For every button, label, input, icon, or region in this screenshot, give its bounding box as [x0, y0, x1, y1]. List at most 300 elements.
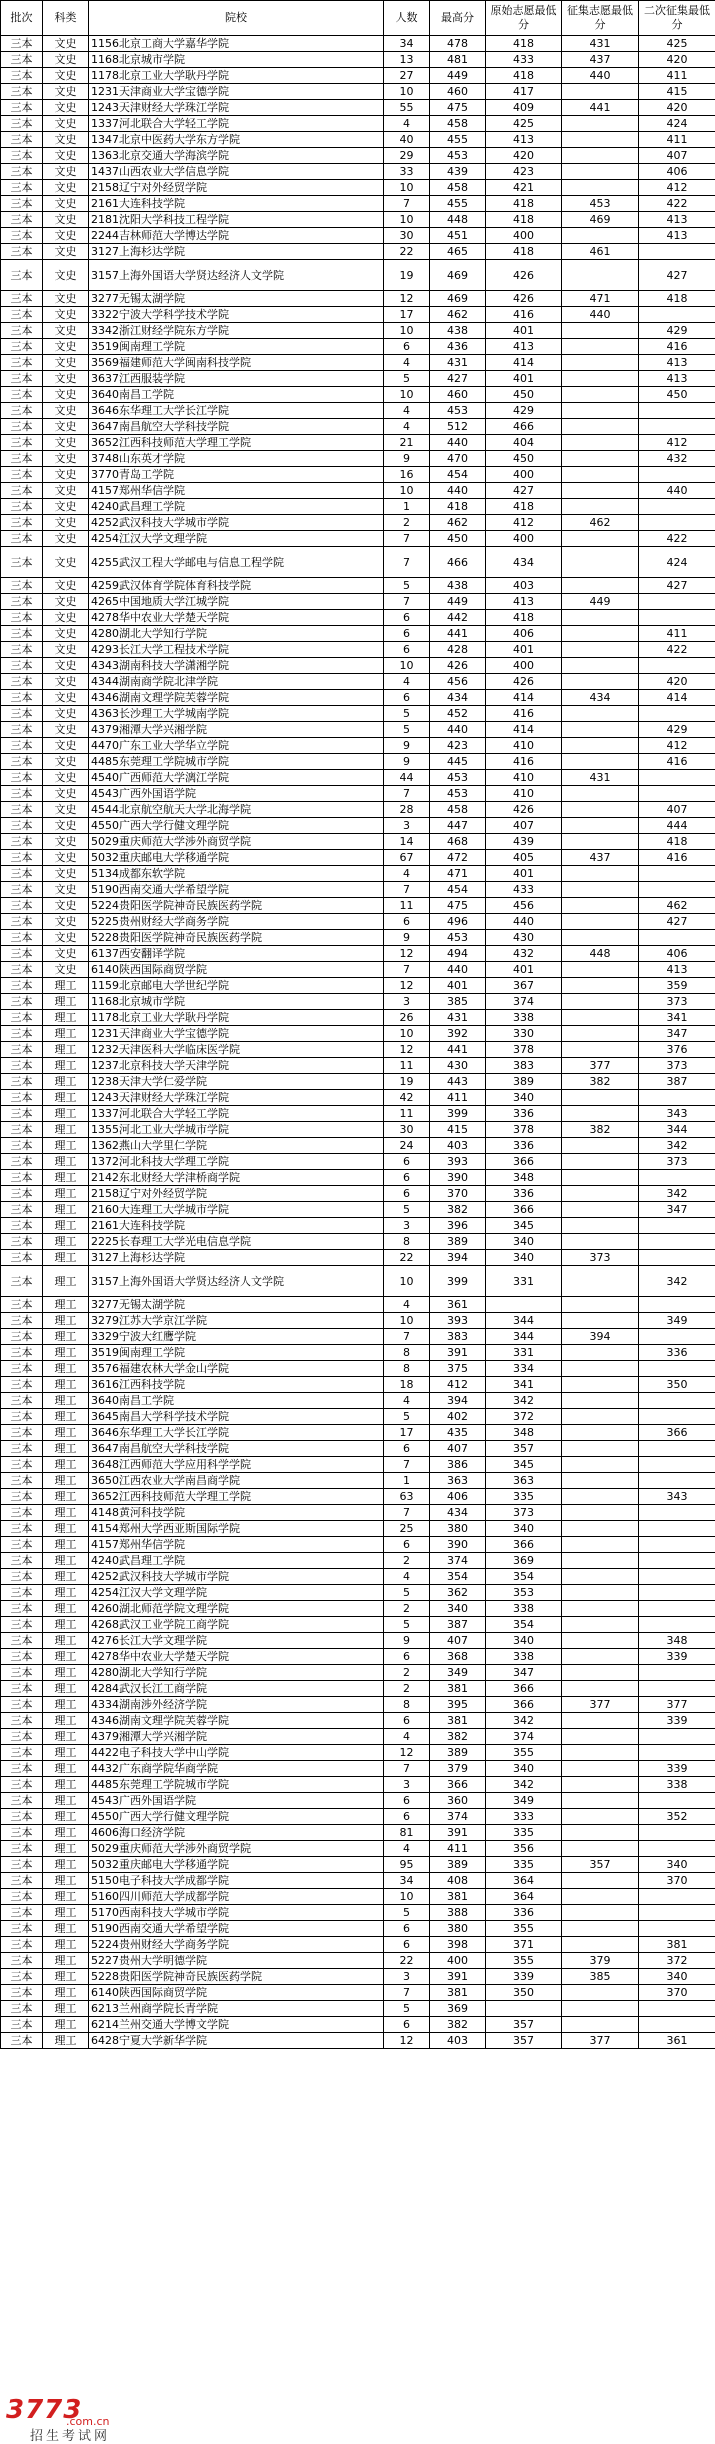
- cell-max-score: 450: [430, 531, 486, 547]
- cell-solicit-min: 437: [562, 52, 639, 68]
- cell-batch: 三本: [1, 594, 43, 610]
- cell-batch: 三本: [1, 1873, 43, 1889]
- table-row: [1, 116, 715, 132]
- cell-count: 9: [384, 930, 430, 946]
- cell-subject-type: 理工: [43, 1457, 89, 1473]
- cell-subject-type: 文史: [43, 244, 89, 260]
- table-row: [1, 738, 715, 754]
- cell-second-solicit-min: 413: [639, 371, 715, 387]
- cell-subject-type: 文史: [43, 36, 89, 52]
- cell-batch: 三本: [1, 1058, 43, 1074]
- cell-batch: 三本: [1, 371, 43, 387]
- cell-school: 1355河北工业大学城市学院: [89, 1122, 384, 1138]
- cell-original-min: 342: [486, 1713, 562, 1729]
- cell-original-min: 363: [486, 1473, 562, 1489]
- cell-solicit-min: [562, 148, 639, 164]
- cell-subject-type: 理工: [43, 1633, 89, 1649]
- table-row: [1, 946, 715, 962]
- cell-solicit-min: [562, 1010, 639, 1026]
- cell-max-score: 445: [430, 754, 486, 770]
- cell-subject-type: 文史: [43, 132, 89, 148]
- table-row: [1, 658, 715, 674]
- cell-subject-type: 理工: [43, 1297, 89, 1313]
- cell-original-min: 355: [486, 1953, 562, 1969]
- cell-school: 2225长春理工大学光电信息学院: [89, 1234, 384, 1250]
- cell-second-solicit-min: [639, 1921, 715, 1937]
- cell-batch: 三本: [1, 515, 43, 531]
- cell-batch: 三本: [1, 1138, 43, 1154]
- cell-original-min: 335: [486, 1825, 562, 1841]
- cell-max-score: 469: [430, 260, 486, 291]
- cell-max-score: 401: [430, 978, 486, 994]
- cell-solicit-min: 434: [562, 690, 639, 706]
- watermark-caption: 招生考试网: [30, 2429, 111, 2444]
- cell-original-min: 357: [486, 2017, 562, 2033]
- header-school: 院校: [89, 1, 384, 36]
- cell-school: 4268武汉工业学院工商学院: [89, 1617, 384, 1633]
- cell-max-score: 440: [430, 962, 486, 978]
- cell-school: 3640南昌工学院: [89, 387, 384, 403]
- cell-subject-type: 文史: [43, 770, 89, 786]
- cell-count: 9: [384, 754, 430, 770]
- cell-original-min: 366: [486, 1681, 562, 1697]
- cell-subject-type: 文史: [43, 196, 89, 212]
- cell-subject-type: 理工: [43, 1905, 89, 1921]
- cell-original-min: 338: [486, 1649, 562, 1665]
- cell-original-min: 418: [486, 499, 562, 515]
- cell-count: 22: [384, 1250, 430, 1266]
- cell-subject-type: 理工: [43, 1585, 89, 1601]
- cell-subject-type: 理工: [43, 1409, 89, 1425]
- cell-batch: 三本: [1, 483, 43, 499]
- cell-batch: 三本: [1, 323, 43, 339]
- cell-second-solicit-min: 373: [639, 1058, 715, 1074]
- cell-solicit-min: [562, 1473, 639, 1489]
- cell-count: 6: [384, 1649, 430, 1665]
- cell-solicit-min: [562, 1425, 639, 1441]
- table-row: [1, 818, 715, 834]
- table-row: [1, 1953, 715, 1969]
- cell-second-solicit-min: 425: [639, 36, 715, 52]
- cell-school: 4544北京航空航天大学北海学院: [89, 802, 384, 818]
- cell-max-score: 375: [430, 1361, 486, 1377]
- cell-original-min: 414: [486, 355, 562, 371]
- cell-subject-type: 文史: [43, 499, 89, 515]
- cell-second-solicit-min: 338: [639, 1777, 715, 1793]
- cell-solicit-min: [562, 451, 639, 467]
- cell-batch: 三本: [1, 1809, 43, 1825]
- cell-solicit-min: [562, 1681, 639, 1697]
- cell-subject-type: 理工: [43, 1106, 89, 1122]
- cell-max-score: 455: [430, 132, 486, 148]
- cell-count: 6: [384, 1170, 430, 1186]
- cell-batch: 三本: [1, 1745, 43, 1761]
- cell-second-solicit-min: 432: [639, 451, 715, 467]
- cell-max-score: 438: [430, 323, 486, 339]
- cell-batch: 三本: [1, 930, 43, 946]
- cell-max-score: 470: [430, 451, 486, 467]
- table-row: [1, 1218, 715, 1234]
- cell-subject-type: 文史: [43, 882, 89, 898]
- cell-school: 3652江西科技师范大学理工学院: [89, 1489, 384, 1505]
- cell-solicit-min: [562, 1937, 639, 1953]
- cell-max-score: 427: [430, 371, 486, 387]
- cell-count: 28: [384, 802, 430, 818]
- cell-max-score: 481: [430, 52, 486, 68]
- cell-second-solicit-min: [639, 419, 715, 435]
- cell-solicit-min: [562, 674, 639, 690]
- cell-batch: 三本: [1, 1617, 43, 1633]
- cell-batch: 三本: [1, 1106, 43, 1122]
- cell-max-score: 349: [430, 1665, 486, 1681]
- cell-batch: 三本: [1, 1329, 43, 1345]
- cell-solicit-min: 448: [562, 946, 639, 962]
- table-row: [1, 578, 715, 594]
- cell-original-min: 414: [486, 722, 562, 738]
- table-row: [1, 1601, 715, 1617]
- cell-count: 29: [384, 148, 430, 164]
- cell-subject-type: 理工: [43, 1441, 89, 1457]
- cell-max-score: 340: [430, 1601, 486, 1617]
- cell-solicit-min: [562, 1297, 639, 1313]
- cell-second-solicit-min: 343: [639, 1489, 715, 1505]
- cell-solicit-min: [562, 642, 639, 658]
- cell-solicit-min: 449: [562, 594, 639, 610]
- cell-second-solicit-min: 373: [639, 994, 715, 1010]
- cell-second-solicit-min: [639, 610, 715, 626]
- cell-school: 4363长沙理工大学城南学院: [89, 706, 384, 722]
- cell-batch: 三本: [1, 1473, 43, 1489]
- cell-original-min: 366: [486, 1154, 562, 1170]
- cell-subject-type: 文史: [43, 866, 89, 882]
- cell-original-min: 340: [486, 1250, 562, 1266]
- cell-solicit-min: 357: [562, 1857, 639, 1873]
- header-subject-type: 科类: [43, 1, 89, 36]
- cell-max-score: 475: [430, 898, 486, 914]
- cell-max-score: 374: [430, 1809, 486, 1825]
- cell-batch: 三本: [1, 1713, 43, 1729]
- cell-school: 1372河北科技大学理工学院: [89, 1154, 384, 1170]
- cell-second-solicit-min: 387: [639, 1074, 715, 1090]
- cell-second-solicit-min: 361: [639, 2033, 715, 2049]
- table-row: [1, 164, 715, 180]
- cell-count: 10: [384, 1313, 430, 1329]
- cell-count: 4: [384, 403, 430, 419]
- cell-second-solicit-min: [639, 1745, 715, 1761]
- cell-max-score: 395: [430, 1697, 486, 1713]
- cell-original-min: 430: [486, 930, 562, 946]
- cell-second-solicit-min: 347: [639, 1202, 715, 1218]
- cell-max-score: 415: [430, 1122, 486, 1138]
- cell-count: 17: [384, 1425, 430, 1441]
- cell-original-min: 433: [486, 52, 562, 68]
- cell-subject-type: 理工: [43, 1074, 89, 1090]
- cell-subject-type: 理工: [43, 1329, 89, 1345]
- table-row: [1, 515, 715, 531]
- cell-school: 3342浙江财经学院东方学院: [89, 323, 384, 339]
- cell-school: 2160大连理工大学城市学院: [89, 1202, 384, 1218]
- cell-second-solicit-min: [639, 1729, 715, 1745]
- cell-solicit-min: 431: [562, 36, 639, 52]
- cell-subject-type: 理工: [43, 1202, 89, 1218]
- cell-school: 2244吉林师范大学博达学院: [89, 228, 384, 244]
- cell-count: 4: [384, 1393, 430, 1409]
- cell-batch: 三本: [1, 1313, 43, 1329]
- cell-count: 25: [384, 1521, 430, 1537]
- cell-count: 10: [384, 180, 430, 196]
- table-row: [1, 1873, 715, 1889]
- cell-subject-type: 理工: [43, 1617, 89, 1633]
- cell-batch: 三本: [1, 499, 43, 515]
- cell-second-solicit-min: 347: [639, 1026, 715, 1042]
- cell-count: 6: [384, 626, 430, 642]
- cell-school: 4254江汉大学文理学院: [89, 1585, 384, 1601]
- cell-second-solicit-min: [639, 2017, 715, 2033]
- cell-original-min: 355: [486, 1745, 562, 1761]
- cell-subject-type: 理工: [43, 1473, 89, 1489]
- cell-original-min: 378: [486, 1122, 562, 1138]
- cell-count: 95: [384, 1857, 430, 1873]
- cell-count: 10: [384, 387, 430, 403]
- cell-subject-type: 文史: [43, 642, 89, 658]
- cell-subject-type: 理工: [43, 994, 89, 1010]
- cell-count: 6: [384, 1713, 430, 1729]
- cell-solicit-min: 441: [562, 100, 639, 116]
- cell-subject-type: 理工: [43, 2017, 89, 2033]
- cell-count: 6: [384, 2017, 430, 2033]
- cell-school: 3279江苏大学京江学院: [89, 1313, 384, 1329]
- cell-subject-type: 理工: [43, 1521, 89, 1537]
- cell-batch: 三本: [1, 148, 43, 164]
- cell-school: 5224贵阳医学院神奇民族医药学院: [89, 898, 384, 914]
- cell-solicit-min: 377: [562, 1058, 639, 1074]
- cell-count: 6: [384, 1186, 430, 1202]
- cell-count: 4: [384, 355, 430, 371]
- cell-batch: 三本: [1, 1985, 43, 2001]
- cell-batch: 三本: [1, 419, 43, 435]
- cell-second-solicit-min: 444: [639, 818, 715, 834]
- cell-original-min: 410: [486, 770, 562, 786]
- table-row: [1, 866, 715, 882]
- cell-second-solicit-min: 350: [639, 1377, 715, 1393]
- cell-second-solicit-min: 349: [639, 1313, 715, 1329]
- table-row: [1, 260, 715, 291]
- cell-second-solicit-min: 348: [639, 1633, 715, 1649]
- table-row: [1, 770, 715, 786]
- cell-second-solicit-min: 407: [639, 802, 715, 818]
- cell-solicit-min: [562, 1841, 639, 1857]
- table-row: [1, 1377, 715, 1393]
- cell-school: 1237北京科技大学天津学院: [89, 1058, 384, 1074]
- cell-max-score: 494: [430, 946, 486, 962]
- cell-original-min: 400: [486, 228, 562, 244]
- cell-second-solicit-min: 418: [639, 291, 715, 307]
- cell-second-solicit-min: 420: [639, 100, 715, 116]
- cell-second-solicit-min: 366: [639, 1425, 715, 1441]
- cell-count: 2: [384, 1601, 430, 1617]
- cell-original-min: 433: [486, 882, 562, 898]
- cell-school: 4543广西外国语学院: [89, 1793, 384, 1809]
- table-row: [1, 68, 715, 84]
- cell-max-score: 389: [430, 1234, 486, 1250]
- cell-second-solicit-min: [639, 770, 715, 786]
- cell-original-min: 330: [486, 1026, 562, 1042]
- cell-school: 3748山东英才学院: [89, 451, 384, 467]
- table-row: [1, 1665, 715, 1681]
- cell-batch: 三本: [1, 578, 43, 594]
- cell-subject-type: 理工: [43, 1745, 89, 1761]
- cell-subject-type: 理工: [43, 1138, 89, 1154]
- cell-subject-type: 文史: [43, 818, 89, 834]
- cell-second-solicit-min: [639, 403, 715, 419]
- cell-solicit-min: [562, 1138, 639, 1154]
- cell-school: 3519闽南理工学院: [89, 339, 384, 355]
- cell-count: 4: [384, 116, 430, 132]
- cell-max-score: 465: [430, 244, 486, 260]
- cell-count: 8: [384, 1345, 430, 1361]
- cell-second-solicit-min: 342: [639, 1186, 715, 1202]
- table-row: [1, 52, 715, 68]
- cell-batch: 三本: [1, 291, 43, 307]
- cell-batch: 三本: [1, 1250, 43, 1266]
- cell-second-solicit-min: [639, 786, 715, 802]
- table-row: [1, 2001, 715, 2017]
- cell-count: 12: [384, 2033, 430, 2049]
- table-header-row: [1, 1, 715, 36]
- cell-school: 5227贵州大学明德学院: [89, 1953, 384, 1969]
- cell-school: 1337河北联合大学轻工学院: [89, 116, 384, 132]
- cell-solicit-min: 394: [562, 1329, 639, 1345]
- cell-batch: 三本: [1, 1010, 43, 1026]
- cell-original-min: 418: [486, 244, 562, 260]
- cell-second-solicit-min: 450: [639, 387, 715, 403]
- cell-subject-type: 文史: [43, 68, 89, 84]
- cell-solicit-min: [562, 1553, 639, 1569]
- cell-max-score: 386: [430, 1457, 486, 1473]
- cell-max-score: 407: [430, 1633, 486, 1649]
- cell-max-score: 381: [430, 1681, 486, 1697]
- table-row: [1, 323, 715, 339]
- cell-max-score: 449: [430, 594, 486, 610]
- cell-second-solicit-min: 336: [639, 1345, 715, 1361]
- table-row: [1, 1186, 715, 1202]
- cell-count: 30: [384, 1122, 430, 1138]
- cell-count: 5: [384, 1905, 430, 1921]
- cell-batch: 三本: [1, 914, 43, 930]
- cell-original-min: 413: [486, 594, 562, 610]
- cell-original-min: 404: [486, 435, 562, 451]
- cell-school: 2161大连科技学院: [89, 1218, 384, 1234]
- cell-count: 17: [384, 307, 430, 323]
- table-row: [1, 898, 715, 914]
- cell-count: 3: [384, 818, 430, 834]
- cell-school: 4240武昌理工学院: [89, 1553, 384, 1569]
- cell-batch: 三本: [1, 228, 43, 244]
- cell-solicit-min: [562, 882, 639, 898]
- table-row: [1, 754, 715, 770]
- table-row: [1, 642, 715, 658]
- cell-count: 14: [384, 834, 430, 850]
- table-row: [1, 1713, 715, 1729]
- cell-subject-type: 文史: [43, 148, 89, 164]
- cell-solicit-min: [562, 1889, 639, 1905]
- cell-subject-type: 理工: [43, 978, 89, 994]
- cell-second-solicit-min: 341: [639, 1010, 715, 1026]
- cell-school: 5032重庆邮电大学移通学院: [89, 1857, 384, 1873]
- cell-solicit-min: [562, 371, 639, 387]
- cell-second-solicit-min: 412: [639, 435, 715, 451]
- cell-count: 12: [384, 291, 430, 307]
- cell-subject-type: 理工: [43, 1345, 89, 1361]
- cell-batch: 三本: [1, 1777, 43, 1793]
- table-row: [1, 834, 715, 850]
- cell-subject-type: 理工: [43, 1553, 89, 1569]
- table-row: [1, 419, 715, 435]
- cell-max-score: 448: [430, 212, 486, 228]
- cell-second-solicit-min: [639, 2001, 715, 2017]
- cell-solicit-min: [562, 978, 639, 994]
- cell-second-solicit-min: [639, 1825, 715, 1841]
- cell-count: 81: [384, 1825, 430, 1841]
- table-row: [1, 180, 715, 196]
- cell-batch: 三本: [1, 658, 43, 674]
- cell-original-min: 336: [486, 1905, 562, 1921]
- cell-solicit-min: [562, 164, 639, 180]
- cell-max-score: 379: [430, 1761, 486, 1777]
- cell-solicit-min: [562, 355, 639, 371]
- cell-subject-type: 理工: [43, 1537, 89, 1553]
- cell-batch: 三本: [1, 1457, 43, 1473]
- cell-batch: 三本: [1, 1553, 43, 1569]
- cell-second-solicit-min: [639, 930, 715, 946]
- cell-batch: 三本: [1, 1218, 43, 1234]
- cell-solicit-min: [562, 1409, 639, 1425]
- cell-second-solicit-min: [639, 1393, 715, 1409]
- cell-solicit-min: [562, 754, 639, 770]
- cell-subject-type: 理工: [43, 1058, 89, 1074]
- table-row: [1, 1074, 715, 1090]
- cell-max-score: 449: [430, 68, 486, 84]
- cell-batch: 三本: [1, 212, 43, 228]
- cell-max-score: 430: [430, 1058, 486, 1074]
- cell-school: 4379湘潭大学兴湘学院: [89, 1729, 384, 1745]
- cell-subject-type: 文史: [43, 307, 89, 323]
- cell-second-solicit-min: 359: [639, 978, 715, 994]
- cell-second-solicit-min: 411: [639, 68, 715, 84]
- cell-subject-type: 文史: [43, 722, 89, 738]
- cell-count: 6: [384, 339, 430, 355]
- cell-solicit-min: [562, 228, 639, 244]
- cell-count: 5: [384, 371, 430, 387]
- cell-school: 4344湖南商学院北津学院: [89, 674, 384, 690]
- table-row: [1, 467, 715, 483]
- cell-batch: 三本: [1, 1889, 43, 1905]
- cell-solicit-min: [562, 132, 639, 148]
- cell-count: 55: [384, 100, 430, 116]
- cell-count: 5: [384, 1202, 430, 1218]
- cell-batch: 三本: [1, 1697, 43, 1713]
- cell-count: 6: [384, 1441, 430, 1457]
- cell-count: 5: [384, 722, 430, 738]
- cell-original-min: 354: [486, 1617, 562, 1633]
- cell-solicit-min: [562, 1266, 639, 1297]
- cell-count: 8: [384, 1697, 430, 1713]
- cell-school: 1178北京工业大学耿丹学院: [89, 1010, 384, 1026]
- cell-second-solicit-min: 412: [639, 180, 715, 196]
- cell-second-solicit-min: 373: [639, 1154, 715, 1170]
- cell-original-min: 350: [486, 1985, 562, 2001]
- table-row: [1, 1729, 715, 1745]
